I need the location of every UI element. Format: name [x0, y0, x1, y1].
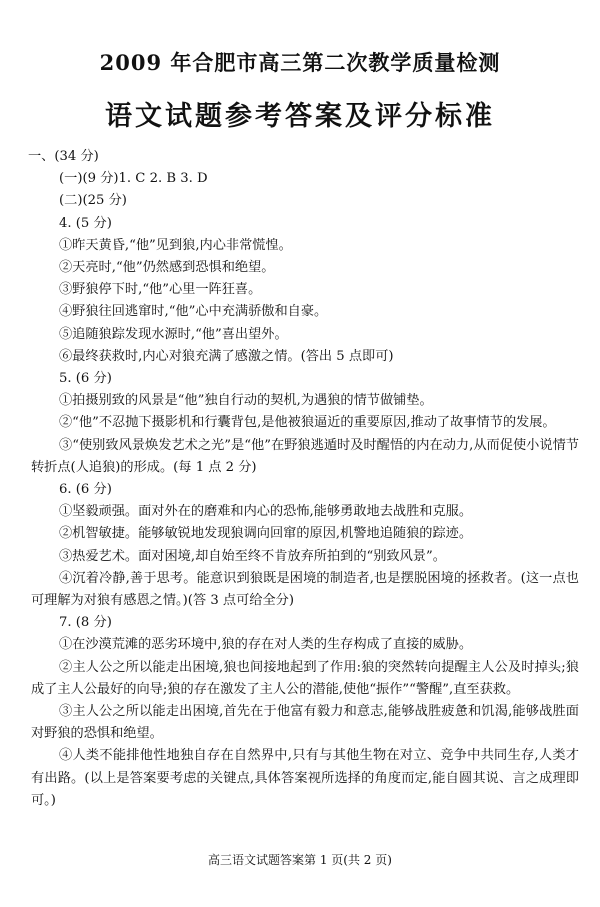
question-number: 5. (6 分): [59, 371, 112, 387]
document-subtitle: 语文试题参考答案及评分标准: [105, 101, 495, 132]
answer-line: ①在沙漠荒滩的恶劣环境中,狼的存在对人类的生存构成了直接的威胁。: [59, 637, 473, 653]
answer-paragraph: ③“使别致风景焕发艺术之光”是“他”在野狼逃遁时及时醒悟的内在动力,从而促使小说情节转折点(人追狼)的形成。(每 1 点 2 分): [31, 437, 579, 475]
document-title: 2009 年合肥市高三第二次教学质量检测: [99, 50, 501, 75]
answer-line: ④野狼往回逃窜时,“他”心中充满骄傲和自豪。: [59, 304, 328, 320]
section-heading: 一、(34 分): [28, 149, 99, 164]
answer-line: ①拍摄别致的风景是“他”独自行动的契机,为遇狼的情节做铺垫。: [59, 393, 433, 409]
question-number: 7. (8 分): [59, 615, 112, 631]
page-footer: 高三语文试题答案第 1 页(共 2 页): [208, 853, 392, 867]
answer-line: ①坚毅顽强。面对外在的磨难和内心的恐怖,能够勇敢地去战胜和克服。: [59, 504, 473, 520]
answer-line: ③野狼停下时,“他”心里一阵狂喜。: [59, 282, 262, 298]
question-number: 6. (6 分): [59, 482, 112, 498]
answer-line: ③热爱艺术。面对困境,却自始至终不肯放弃所拍到的“别致风景”。: [59, 548, 446, 564]
answer-line: ②机智敏捷。能够敏锐地发现狼调向回窜的原因,机警地追随狼的踪迹。: [59, 526, 473, 542]
answer-line: (一)(9 分)1. C 2. B 3. D: [59, 171, 208, 187]
answer-paragraph: ③主人公之所以能走出困境,首先在于他富有毅力和意志,能够战胜疲惫和饥渴,能够战胜面对野狼的恐惧和绝望。: [31, 704, 579, 742]
answer-paragraph: ④人类不能排他性地独自存在自然界中,只有与其他生物在对立、竞争中共同生存,人类才有出路。(以上是答案要考虑的关键点,具体答案视所选择的角度而定,能自圆其说、言之成理即可。): [31, 748, 579, 808]
answer-line: ⑤追随狼踪发现水源时,“他”喜出望外。: [59, 326, 288, 342]
answer-line: ②“他”不忍抛下摄影机和行囊背包,是他被狼逼近的重要原因,推动了故事情节的发展。: [59, 415, 556, 431]
question-number: 4. (5 分): [59, 215, 112, 231]
answer-line: ②天亮时,“他”仍然感到恐惧和绝望。: [59, 260, 275, 276]
answer-paragraph: ④沉着冷静,善于思考。能意识到狼既是困境的制造者,也是摆脱困境的拯救者。(这一点也可理解为对狼有感恩之情。)(答 3 点可给全分): [31, 570, 579, 609]
answer-body: [28, 146, 579, 812]
answer-line: ⑥最终获救时,内心对狼充满了感激之情。(答出 5 点即可): [59, 348, 394, 364]
answer-line: (二)(25 分): [59, 193, 127, 209]
answer-line: ①昨天黄昏,“他”见到狼,内心非常慌惶。: [59, 237, 292, 253]
answer-paragraph: ②主人公之所以能走出困境,狼也间接地起到了作用:狼的突然转向提醒主人公及时掉头;狼成了主人公最好的向导;狼的存在激发了主人公的潜能,使他“振作”“警醒”,直至获救。: [31, 659, 579, 697]
